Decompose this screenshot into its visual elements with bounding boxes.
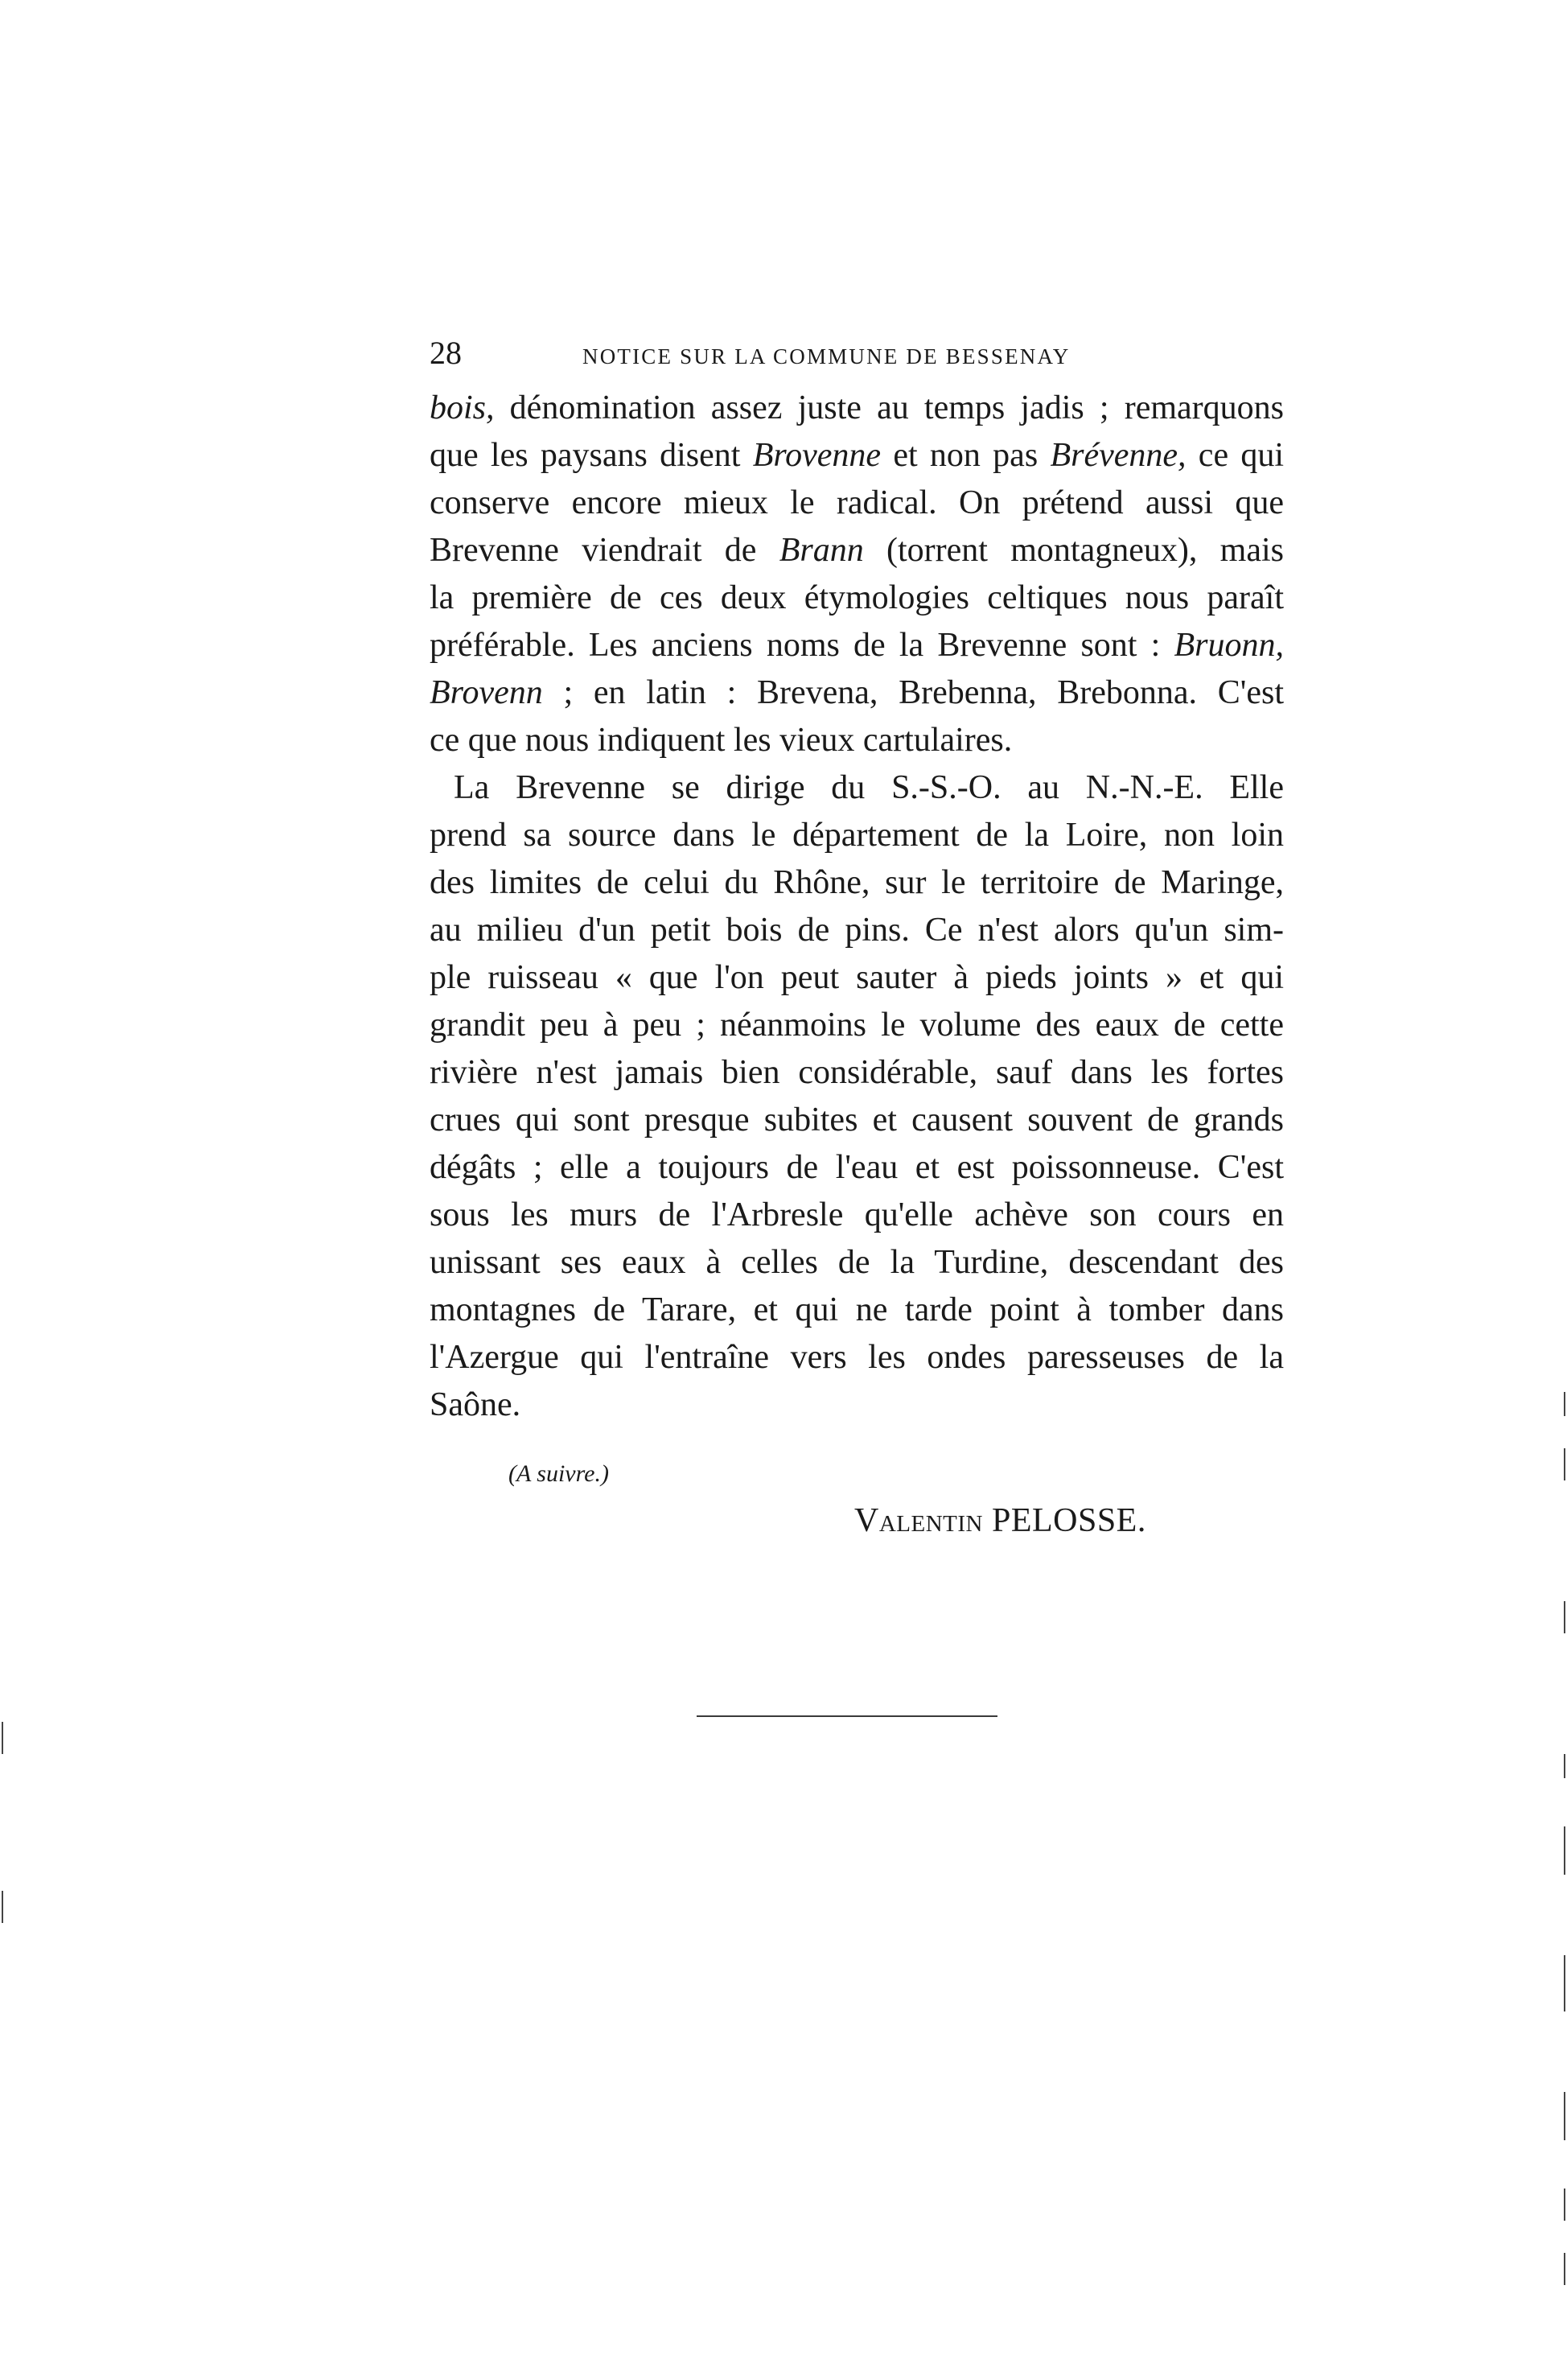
- italic-term: Brann: [779, 532, 864, 569]
- text-line: crues qui sont presque subites et causent souvent de grands: [430, 1101, 1284, 1139]
- running-head: [430, 333, 1154, 373]
- scan-edge-mark: [1564, 1448, 1565, 1480]
- text-line: Saône.: [430, 1386, 521, 1423]
- scan-edge-mark: [1564, 1826, 1565, 1875]
- running-title: NOTICE SUR LA COMMUNE DE BESSENAY: [582, 344, 1071, 369]
- scan-edge-mark: [1564, 2092, 1565, 2140]
- text-line: des limites de celui du Rhône, sur le territoire de Maringe,: [430, 864, 1284, 901]
- text-line: La Brevenne se dirige du S.-S.-O. au N.-N.-E. Elle: [454, 769, 1284, 806]
- italic-term: bois,: [430, 389, 495, 426]
- text-line: ple ruisseau « que l'on peut sauter à pieds joints » et qui: [430, 959, 1284, 996]
- scan-edge-mark: [2, 1722, 3, 1754]
- text-line: ce que nous indiquent les vieux cartulaires.: [430, 722, 1013, 759]
- scan-edge-mark: [1564, 1601, 1565, 1633]
- italic-term: Brovenn: [430, 674, 543, 711]
- author-last-name: PELOSSE.: [991, 1502, 1146, 1539]
- text-line: conserve encore mieux le radical. On prétend aussi que: [430, 484, 1284, 521]
- text-line: au milieu d'un petit bois de pins. Ce n'est alors qu'un sim-: [430, 912, 1284, 949]
- text-line: unissant ses eaux à celles de la Turdine, descendant des: [430, 1244, 1284, 1281]
- to-be-continued-note: (A suivre.): [508, 1460, 609, 1487]
- text-line: dégâts ; elle a toujours de l'eau et est poissonneuse. C'est: [430, 1149, 1284, 1186]
- scan-edge-mark: [1564, 2253, 1565, 2285]
- text-line: prend sa source dans le département de la Loire, non loin: [430, 817, 1284, 854]
- text-line: Brovenn ; en latin : Brevena, Brebenna, Brebonna. C'est: [430, 674, 1284, 711]
- italic-term: Brévenne,: [1050, 437, 1187, 474]
- text-line: la première de ces deux étymologies celtiques nous paraît: [430, 579, 1284, 616]
- text-line: l'Azergue qui l'entraîne vers les ondes paresseuses de la: [430, 1339, 1284, 1376]
- page-number: 28: [430, 335, 462, 371]
- scan-edge-mark: [2, 1891, 3, 1923]
- italic-term: Brovenne: [752, 437, 882, 474]
- scan-edge-mark: [1564, 1392, 1565, 1416]
- scan-edge-mark: [1564, 2189, 1565, 2221]
- text-line: que les paysans disent Brovenne et non pas Brévenne, ce qui: [430, 437, 1285, 474]
- author-first-name: Valentin: [854, 1502, 983, 1539]
- italic-term: Bruonn,: [1174, 627, 1284, 664]
- text-line: bois, dénomination assez juste au temps jadis ; remarquons: [430, 389, 1284, 426]
- text-line: préférable. Les anciens noms de la Brevenne sont : Bruonn,: [430, 627, 1284, 664]
- text-line: grandit peu à peu ; néanmoins le volume des eaux de cette: [430, 1007, 1284, 1044]
- scan-edge-mark: [1564, 1754, 1565, 1778]
- text-line: Brevenne viendrait de Brann (torrent montagneux), mais: [430, 532, 1284, 569]
- text-line: montagnes de Tarare, et qui ne tarde point à tomber dans: [430, 1291, 1284, 1328]
- closing-rule: [697, 1715, 997, 1717]
- text-line: sous les murs de l'Arbresle qu'elle achève son cours en: [430, 1196, 1284, 1233]
- text-line: rivière n'est jamais bien considérable, sauf dans les fortes: [430, 1054, 1284, 1091]
- body-text: [430, 385, 1284, 1429]
- author-signature: [854, 1498, 1146, 1543]
- scan-edge-mark: [1564, 1955, 1565, 2011]
